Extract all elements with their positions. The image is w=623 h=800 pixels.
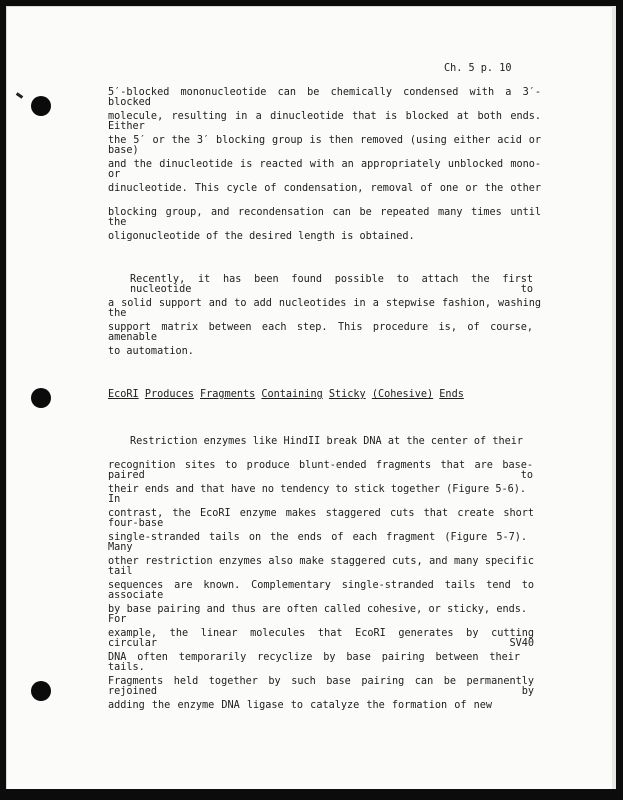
heading-word: Produces bbox=[144, 389, 194, 400]
page-edge bbox=[612, 6, 616, 789]
text-line: their ends and that have no tendency to stick together (Figure 5-6). In bbox=[108, 484, 526, 506]
page-number: Ch. 5 p. 10 bbox=[444, 63, 512, 74]
text-line: Restriction enzymes like HindII break DNA at the center of their bbox=[130, 436, 523, 447]
text-line: and the dinucleotide is reacted with an appropriately unblocked mono- or bbox=[108, 159, 541, 181]
punch-hole-middle bbox=[31, 388, 51, 408]
heading-word: EcoRI bbox=[108, 389, 139, 400]
heading-word: Ends bbox=[439, 389, 464, 400]
text-line: recognition sites to produce blunt-ended fragments that are base-paired to bbox=[108, 460, 533, 482]
text-line: a solid support and to add nucleotides in a stepwise fashion, washing the bbox=[108, 298, 541, 320]
text-line: blocking group, and recondensation can be repeated many times until the bbox=[108, 207, 541, 229]
text-line: DNA often temporarily recyclize by base pairing between their tails. bbox=[108, 652, 520, 674]
text-line: single-stranded tails on the ends of each fragment (Figure 5-7). Many bbox=[108, 532, 527, 554]
punch-hole-bottom bbox=[31, 681, 51, 701]
text-line: Recently, it has been found possible to attach the first nucleotide to bbox=[130, 274, 533, 296]
text-line: sequences are known. Complementary single-stranded tails tend to associate bbox=[108, 580, 534, 602]
text-line: molecule, resulting in a dinucleotide that is blocked at both ends. Either bbox=[108, 111, 541, 133]
text-line: other restriction enzymes also make staggered cuts, and many specific tail bbox=[108, 556, 534, 578]
text-line: dinucleotide. This cycle of condensation, removal of one or the other bbox=[108, 183, 541, 194]
text-line: the 5′ or the 3′ blocking group is then removed (using either acid or base) bbox=[108, 135, 541, 157]
text-line: by base pairing and thus are often called cohesive, or sticky, ends. For bbox=[108, 604, 527, 626]
punch-hole-top bbox=[31, 96, 51, 116]
text-line: adding the enzyme DNA ligase to catalyze the formation of new bbox=[108, 700, 492, 711]
heading-word: Fragments bbox=[200, 389, 256, 400]
heading-word: Sticky bbox=[328, 389, 366, 400]
text-line: example, the linear molecules that EcoRI generates by cutting circular SV40 bbox=[108, 628, 534, 650]
heading-word: (Cohesive) bbox=[371, 389, 434, 400]
section-heading bbox=[108, 390, 464, 400]
text-line: to automation. bbox=[108, 346, 194, 357]
text-line: contrast, the EcoRI enzyme makes staggered cuts that create short four-base bbox=[108, 508, 534, 530]
text-line: 5′-blocked mononucleotide can be chemically condensed with a 3′-blocked bbox=[108, 87, 541, 109]
text-line: Fragments held together by such base pairing can be permanently rejoined by bbox=[108, 676, 534, 698]
text-line: oligonucleotide of the desired length is obtained. bbox=[108, 231, 415, 242]
heading-word: Containing bbox=[261, 389, 323, 400]
text-line: support matrix between each step. This procedure is, of course, amenable bbox=[108, 322, 533, 344]
